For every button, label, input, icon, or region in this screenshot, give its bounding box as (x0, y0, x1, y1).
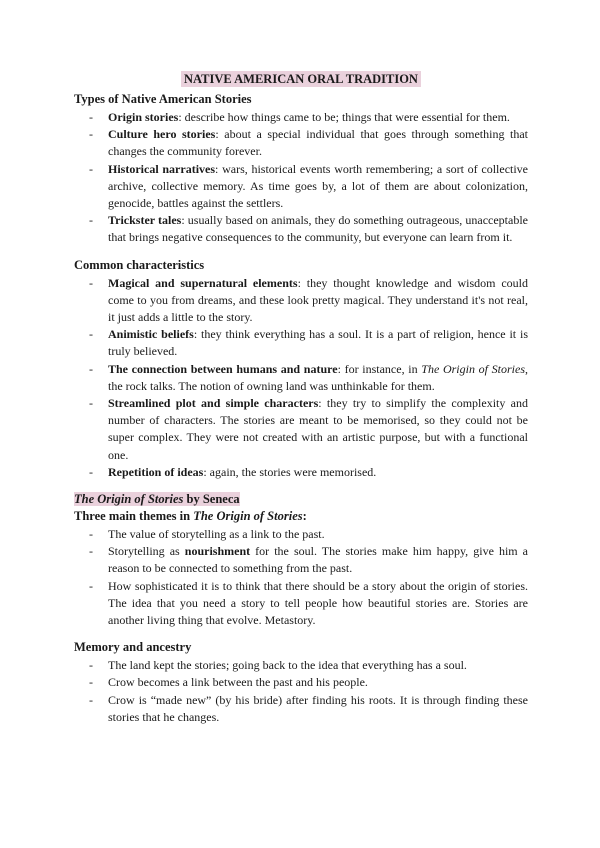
bullet-dash: - (89, 675, 93, 690)
item-text: describe how things came to be; things that were essential for them. (181, 110, 510, 124)
item-separator: : (215, 161, 219, 176)
section-heading-common: Common characteristics (74, 257, 205, 272)
item-text: wars, historical events worth remembering; a sort of collective archive, collective memory. As time goes by, a lot of them are about colonization, genocide, battles against the settlers. (108, 161, 529, 211)
item-separator: : (178, 110, 182, 124)
heading-start: Three main themes in (74, 509, 194, 524)
section-heading-memory: Memory and ancestry (74, 640, 192, 655)
item-separator: : (181, 213, 185, 228)
item-text: usually based on animals, they do something outrageous, unacceptable that brings negative consequences to the community, but everyone can learn from it. (108, 213, 529, 245)
item-term: Origin stories (108, 110, 179, 124)
item-text: The value of storytelling as a link to the past. (108, 527, 325, 542)
memory-list (74, 657, 528, 726)
list-item (74, 109, 528, 126)
item-term: Historical narratives (108, 161, 216, 176)
item-term: Culture hero stories (108, 127, 216, 142)
list-item (74, 674, 528, 691)
bullet-dash: - (89, 544, 93, 559)
item-separator: : (337, 361, 341, 376)
item-text: they thought knowledge and wisdom could come to you from dreams, and these look pretty magical. They understand it's not real, it just adds a little to the story. (108, 275, 528, 325)
bullet-dash: - (89, 127, 93, 142)
list-item (74, 161, 528, 213)
item-text: , the rock talks. The notion of owning land was unthinkable for them. (108, 361, 529, 393)
bullet-dash: - (89, 275, 93, 290)
bullet-dash: - (89, 361, 93, 376)
list-item (74, 526, 528, 543)
heading-end: : (302, 509, 307, 524)
item-term: nourishment (184, 544, 251, 559)
item-text: again, the stories were memorised. (206, 464, 377, 479)
item-text: they try to simplify the complexity and number of characters. The stories are meant to be memorised, so they could not be super complex. They were not created with an artistic purpose, but with a functional one. (108, 396, 528, 462)
item-italic-title: The Origin of Stories (421, 361, 526, 376)
bullet-dash: - (89, 692, 93, 707)
list-item (74, 543, 528, 577)
item-text: The land kept the stories; going back to the idea that everything has a soul. (108, 658, 467, 673)
bullet-dash: - (89, 527, 93, 542)
item-term: Magical and supernatural elements (108, 275, 298, 290)
common-list (74, 275, 528, 481)
list-item (74, 326, 528, 360)
bullet-dash: - (89, 464, 93, 479)
item-text: Crow is “made new” (by his bride) after finding his roots. It is through finding these stories that he changes. (108, 692, 528, 724)
list-item (74, 361, 528, 395)
list-item (74, 212, 528, 246)
bullet-dash: - (89, 327, 93, 342)
item-text: Crow becomes a link between the past and his people. (108, 675, 368, 690)
item-text: for the soul. The stories make him happy, give him a reason to be connected to something from the past. (108, 544, 529, 576)
list-item (74, 464, 528, 481)
section-heading-origin (74, 491, 528, 508)
highlighted-heading (74, 492, 240, 506)
item-separator: : (193, 327, 198, 342)
bullet-dash: - (89, 213, 93, 228)
bullet-dash: - (89, 658, 93, 673)
item-term: Streamlined plot and simple characters (108, 396, 319, 411)
themes-list (74, 526, 528, 629)
item-separator: : (297, 275, 301, 290)
item-term: Animistic beliefs (108, 327, 194, 342)
item-text: How sophisticated it is to think that there should be a story about the origin of stories. The idea that you need a story to tell people how beautiful stories are. Stories are another living thing that evolve. Metastory. (108, 578, 528, 628)
item-text-before: Storytelling as (108, 544, 185, 559)
section-heading-themes (74, 508, 528, 525)
list-item (74, 275, 528, 327)
types-list (74, 109, 528, 247)
item-text: about a special individual that goes through something that changes the community forever. (108, 127, 529, 159)
list-item (74, 657, 528, 674)
item-separator: : (318, 396, 322, 411)
document-title: NATIVE AMERICAN ORAL TRADITION (181, 71, 421, 87)
item-separator: : (203, 464, 207, 479)
heading-italic-title: The Origin of Stories (74, 492, 184, 507)
list-item (74, 692, 528, 726)
item-text: they think everything has a soul. It is a part of religion, hence it is truly believed. (108, 327, 528, 359)
item-text-before: for instance, in (340, 361, 422, 376)
bullet-dash: - (89, 161, 93, 176)
list-item (74, 578, 528, 630)
item-term: Trickster tales (108, 213, 182, 228)
section-heading-types: Types of Native American Stories (74, 92, 252, 106)
item-separator: : (215, 127, 219, 142)
bullet-dash: - (89, 110, 93, 124)
bullet-dash: - (89, 396, 93, 411)
item-term: The connection between humans and nature (108, 361, 338, 376)
title-wrapper (74, 70, 528, 87)
heading-italic-title: The Origin of Stories (193, 509, 303, 524)
item-term: Repetition of ideas (108, 464, 204, 479)
list-item (74, 126, 528, 160)
heading-author: by Seneca (183, 492, 240, 507)
list-item (74, 395, 528, 464)
bullet-dash: - (89, 578, 93, 593)
